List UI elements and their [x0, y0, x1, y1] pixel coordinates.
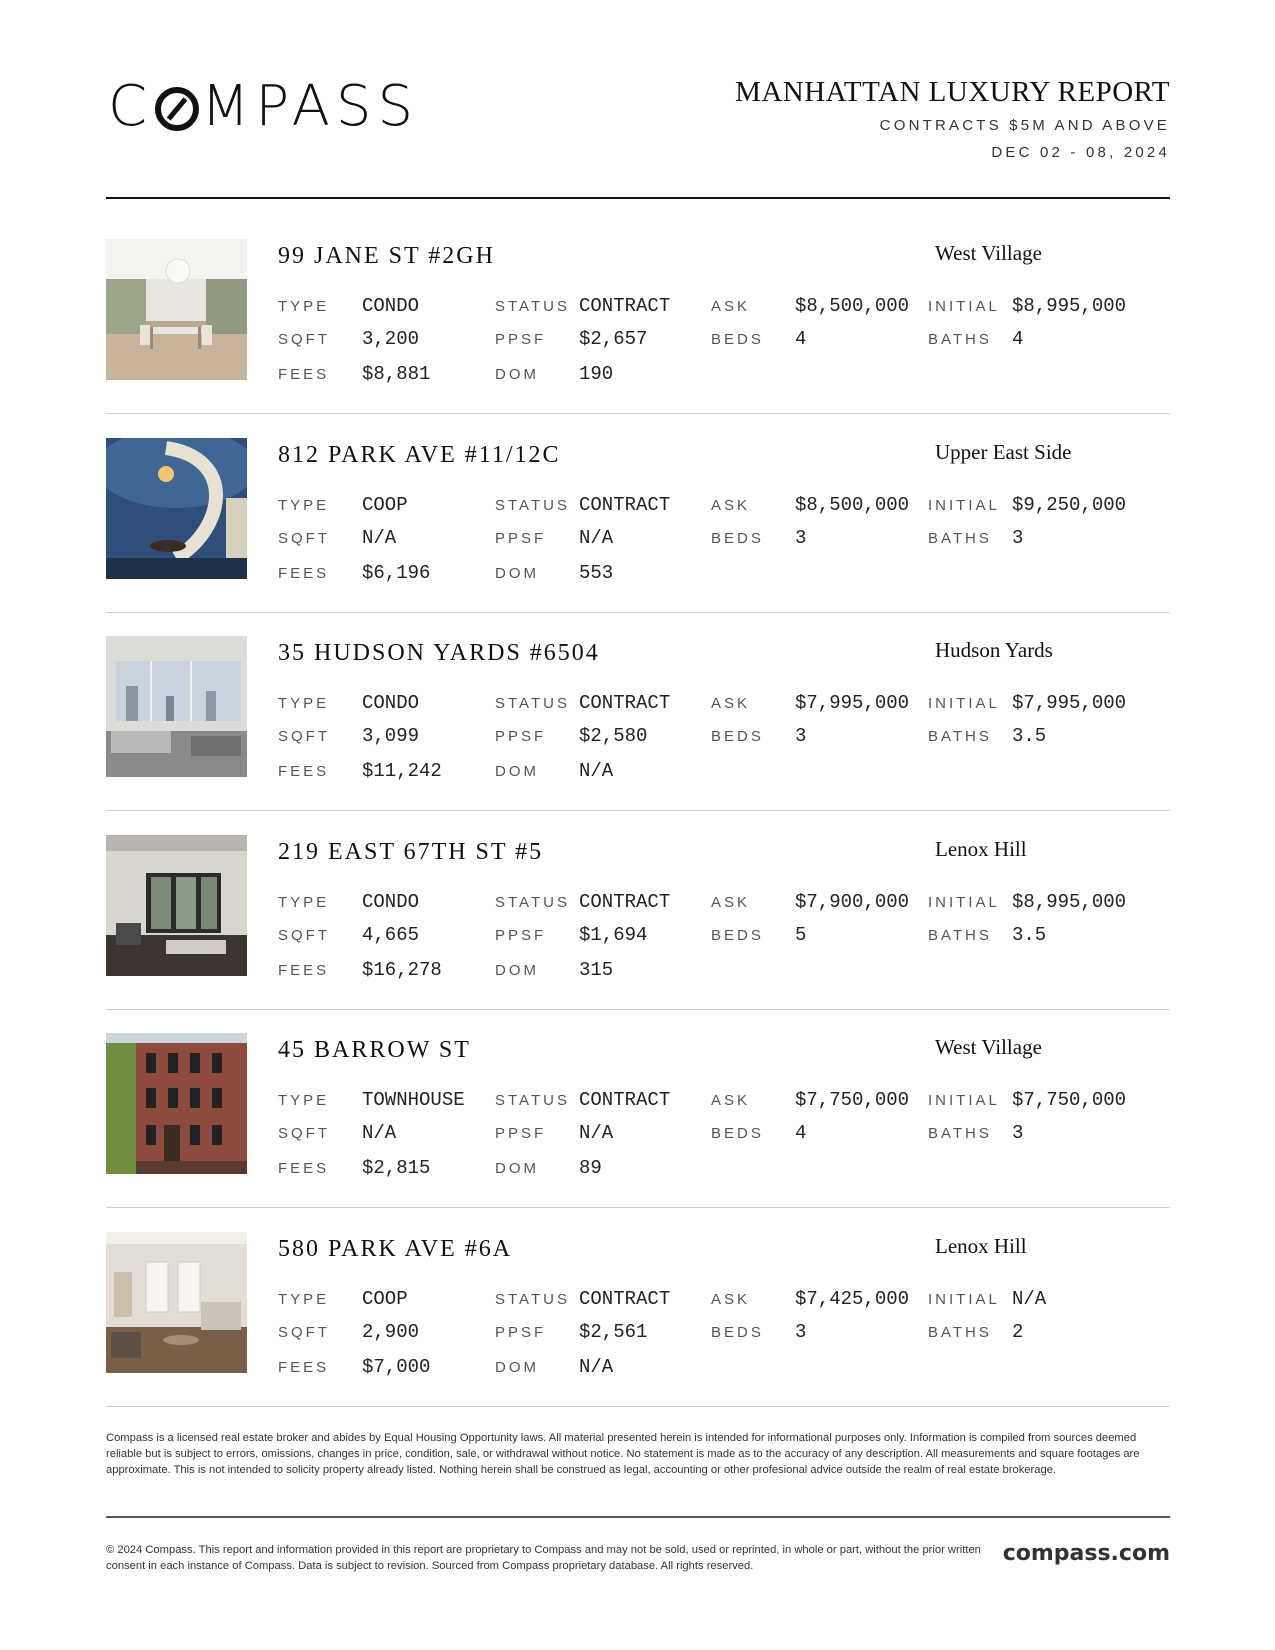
type-value: CONDO: [362, 295, 420, 317]
status-value: CONTRACT: [579, 1089, 671, 1111]
dom-value: 89: [579, 1157, 602, 1179]
report-title: MANHATTAN LUXURY REPORT: [735, 76, 1170, 108]
baths-label: BATHS: [928, 331, 992, 348]
website-link[interactable]: compass.com: [1002, 1541, 1170, 1566]
status-value: CONTRACT: [579, 295, 671, 317]
ask-label: ASK: [711, 298, 751, 315]
listing-divider: [106, 413, 1170, 414]
baths-label: BATHS: [928, 927, 992, 944]
dom-value: 553: [579, 562, 614, 584]
dom-value: N/A: [579, 1356, 614, 1378]
initial-label: INITIAL: [928, 894, 1000, 911]
ask-label: ASK: [711, 695, 751, 712]
fees-value: $16,278: [362, 959, 442, 981]
dom-value: 190: [579, 363, 614, 385]
beds-value: 3: [795, 527, 807, 549]
listing-divider: [106, 1207, 1170, 1208]
parlor-room-photo: [106, 1232, 247, 1373]
listing-divider: [106, 1009, 1170, 1010]
ppsf-label: PPSF: [495, 927, 547, 944]
listing-divider: [106, 1406, 1170, 1407]
status-label: STATUS: [495, 1291, 570, 1308]
fees-value: $11,242: [362, 760, 442, 782]
listing-neighborhood: West Village: [935, 241, 1042, 265]
listing-address: 45 BARROW ST: [278, 1037, 471, 1063]
initial-label: INITIAL: [928, 1092, 1000, 1109]
sqft-label: SQFT: [278, 1125, 330, 1142]
ask-value: $7,995,000: [795, 692, 910, 714]
dining-room-photo: [106, 239, 247, 380]
listing-divider: [106, 810, 1170, 811]
listing-address: 99 JANE ST #2GH: [278, 243, 495, 269]
listing-address: 812 PARK AVE #11/12C: [278, 442, 561, 468]
fees-label: FEES: [278, 1160, 330, 1177]
baths-value: 3.5: [1012, 924, 1047, 946]
ask-value: $8,500,000: [795, 494, 910, 516]
baths-value: 3: [1012, 1122, 1024, 1144]
ppsf-value: $1,694: [579, 924, 648, 946]
spiral-staircase-photo: [106, 438, 247, 579]
sqft-value: N/A: [362, 527, 397, 549]
beds-label: BEDS: [711, 1324, 764, 1341]
sqft-label: SQFT: [278, 927, 330, 944]
report-subtitle: CONTRACTS $5M AND ABOVE: [879, 117, 1170, 134]
listing-neighborhood: Lenox Hill: [935, 1234, 1027, 1258]
fees-label: FEES: [278, 366, 330, 383]
sqft-label: SQFT: [278, 728, 330, 745]
compass-logo: C MPASS: [108, 74, 420, 139]
listing-neighborhood: Lenox Hill: [935, 837, 1027, 861]
fees-value: $2,815: [362, 1157, 431, 1179]
type-label: TYPE: [278, 1092, 330, 1109]
ppsf-label: PPSF: [495, 728, 547, 745]
ask-label: ASK: [711, 1092, 751, 1109]
dom-label: DOM: [495, 1359, 539, 1376]
type-label: TYPE: [278, 894, 330, 911]
beds-value: 5: [795, 924, 807, 946]
type-label: TYPE: [278, 695, 330, 712]
ppsf-value: N/A: [579, 1122, 614, 1144]
sqft-value: 3,099: [362, 725, 420, 747]
sqft-value: 2,900: [362, 1321, 420, 1343]
beds-value: 4: [795, 1122, 807, 1144]
listing-row[interactable]: [106, 438, 1170, 584]
living-room-photo: [106, 835, 247, 976]
fees-value: $8,881: [362, 363, 431, 385]
type-value: COOP: [362, 1288, 408, 1310]
fees-value: $6,196: [362, 562, 431, 584]
initial-label: INITIAL: [928, 497, 1000, 514]
status-label: STATUS: [495, 695, 570, 712]
beds-value: 3: [795, 725, 807, 747]
status-value: CONTRACT: [579, 891, 671, 913]
footer-divider: [106, 1516, 1170, 1518]
baths-label: BATHS: [928, 1125, 992, 1142]
dom-label: DOM: [495, 565, 539, 582]
ask-label: ASK: [711, 497, 751, 514]
ask-value: $8,500,000: [795, 295, 910, 317]
listing-row[interactable]: [106, 239, 1170, 385]
listing-row[interactable]: [106, 636, 1170, 782]
ask-value: $7,900,000: [795, 891, 910, 913]
initial-value: $9,250,000: [1012, 494, 1127, 516]
listing-row[interactable]: [106, 835, 1170, 981]
type-value: CONDO: [362, 891, 420, 913]
status-label: STATUS: [495, 298, 570, 315]
initial-value: $7,750,000: [1012, 1089, 1127, 1111]
type-value: TOWNHOUSE: [362, 1089, 465, 1111]
listing-address: 219 EAST 67TH ST #5: [278, 839, 544, 865]
listing-row[interactable]: [106, 1033, 1170, 1179]
listing-address: 580 PARK AVE #6A: [278, 1236, 513, 1262]
fees-label: FEES: [278, 763, 330, 780]
beds-label: BEDS: [711, 728, 764, 745]
listing-neighborhood: West Village: [935, 1035, 1042, 1059]
sqft-label: SQFT: [278, 331, 330, 348]
fees-value: $7,000: [362, 1356, 431, 1378]
dom-label: DOM: [495, 366, 539, 383]
ask-label: ASK: [711, 894, 751, 911]
header-divider: [106, 197, 1170, 199]
initial-label: INITIAL: [928, 298, 1000, 315]
status-value: CONTRACT: [579, 1288, 671, 1310]
dom-label: DOM: [495, 962, 539, 979]
skyline-living-room-photo: [106, 636, 247, 777]
dom-value: N/A: [579, 760, 614, 782]
sqft-label: SQFT: [278, 1324, 330, 1341]
type-label: TYPE: [278, 1291, 330, 1308]
listing-neighborhood: Hudson Yards: [935, 638, 1053, 662]
sqft-value: 3,200: [362, 328, 420, 350]
type-value: COOP: [362, 494, 408, 516]
dom-value: 315: [579, 959, 614, 981]
ppsf-value: $2,657: [579, 328, 648, 350]
sqft-value: 4,665: [362, 924, 420, 946]
listing-neighborhood: Upper East Side: [935, 440, 1072, 464]
compass-logo-o-icon: [155, 87, 199, 131]
fees-label: FEES: [278, 1359, 330, 1376]
initial-label: INITIAL: [928, 1291, 1000, 1308]
baths-value: 3: [1012, 527, 1024, 549]
beds-label: BEDS: [711, 331, 764, 348]
initial-value: N/A: [1012, 1288, 1047, 1310]
baths-label: BATHS: [928, 1324, 992, 1341]
report-dates: DEC 02 - 08, 2024: [991, 144, 1170, 161]
initial-label: INITIAL: [928, 695, 1000, 712]
ppsf-label: PPSF: [495, 1125, 547, 1142]
ppsf-label: PPSF: [495, 1324, 547, 1341]
status-value: CONTRACT: [579, 494, 671, 516]
beds-value: 3: [795, 1321, 807, 1343]
initial-value: $8,995,000: [1012, 295, 1127, 317]
listing-divider: [106, 612, 1170, 613]
ppsf-value: $2,561: [579, 1321, 648, 1343]
sqft-label: SQFT: [278, 530, 330, 547]
fees-label: FEES: [278, 962, 330, 979]
ppsf-value: $2,580: [579, 725, 648, 747]
beds-label: BEDS: [711, 1125, 764, 1142]
ask-value: $7,750,000: [795, 1089, 910, 1111]
ask-label: ASK: [711, 1291, 751, 1308]
ask-value: $7,425,000: [795, 1288, 910, 1310]
beds-label: BEDS: [711, 530, 764, 547]
ppsf-value: N/A: [579, 527, 614, 549]
beds-label: BEDS: [711, 927, 764, 944]
beds-value: 4: [795, 328, 807, 350]
listing-row[interactable]: [106, 1232, 1170, 1378]
baths-label: BATHS: [928, 728, 992, 745]
status-value: CONTRACT: [579, 692, 671, 714]
type-value: CONDO: [362, 692, 420, 714]
dom-label: DOM: [495, 1160, 539, 1177]
copyright-text: © 2024 Compass. This report and information provided in this report are proprietary to Compass and may not be sold, used or reprinted, in whole or part, without the prior written consent in each instance of Compass. Data is subject to revision. Sourced from Compass proprietary database. All rights reserved.: [106, 1544, 981, 1572]
disclaimer-text: Compass is a licensed real estate broker and abides by Equal Housing Opportunity laws. All material presented herein is intended for informational purposes only. Information is compiled from sources deemed reliable but is subject to errors, omissions, changes in price, condition, sale, or withdrawal without notice. No statement is made as to the accuracy of any description. All measurements and square footages are approximate. This is not intended to solicity property already listed. Nothing herein shall be construed as legal, accounting or other profesional advice outside the realm of real estate brokerage.: [106, 1432, 1140, 1476]
type-label: TYPE: [278, 497, 330, 514]
baths-value: 2: [1012, 1321, 1024, 1343]
listing-address: 35 HUDSON YARDS #6504: [278, 640, 600, 666]
status-label: STATUS: [495, 497, 570, 514]
initial-value: $7,995,000: [1012, 692, 1127, 714]
baths-value: 4: [1012, 328, 1024, 350]
initial-value: $8,995,000: [1012, 891, 1127, 913]
ppsf-label: PPSF: [495, 530, 547, 547]
status-label: STATUS: [495, 1092, 570, 1109]
baths-value: 3.5: [1012, 725, 1047, 747]
ppsf-label: PPSF: [495, 331, 547, 348]
status-label: STATUS: [495, 894, 570, 911]
brick-townhouse-photo: [106, 1033, 247, 1174]
fees-label: FEES: [278, 565, 330, 582]
type-label: TYPE: [278, 298, 330, 315]
sqft-value: N/A: [362, 1122, 397, 1144]
dom-label: DOM: [495, 763, 539, 780]
baths-label: BATHS: [928, 530, 992, 547]
